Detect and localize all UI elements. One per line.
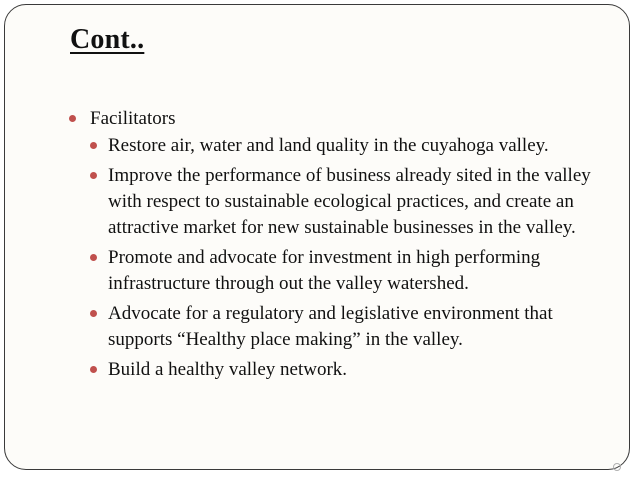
bullet-icon xyxy=(90,142,97,149)
bullet-icon xyxy=(90,310,97,317)
bullet-list xyxy=(66,106,606,387)
bullet-icon xyxy=(69,115,76,122)
list-item-text: Build a healthy valley network. xyxy=(108,359,348,380)
list-item xyxy=(84,133,606,159)
list-item-level1 xyxy=(66,106,606,131)
list-item xyxy=(84,163,606,241)
list-item xyxy=(84,245,606,297)
slide-title: Cont.. xyxy=(70,24,145,55)
slide-number-marker xyxy=(613,463,621,471)
list-item-text: Promote and advocate for investment in high performing infrastructure through out the valley watershed. xyxy=(108,247,541,294)
bullet-icon xyxy=(90,254,97,261)
bullet-icon xyxy=(90,366,97,373)
list-item xyxy=(84,301,606,353)
list-item-text: Restore air, water and land quality in the cuyahoga valley. xyxy=(108,135,549,156)
list-item-text: Improve the performance of business already sited in the valley with respect to sustainable ecological practices, and create an attractive market for new sustainable businesses in the valley. xyxy=(108,165,591,238)
list-item-text: Advocate for a regulatory and legislative environment that supports “Healthy place making” in the valley. xyxy=(108,303,553,350)
list-item-text: Facilitators xyxy=(90,108,176,129)
bullet-icon xyxy=(90,172,97,179)
list-item xyxy=(84,357,606,383)
